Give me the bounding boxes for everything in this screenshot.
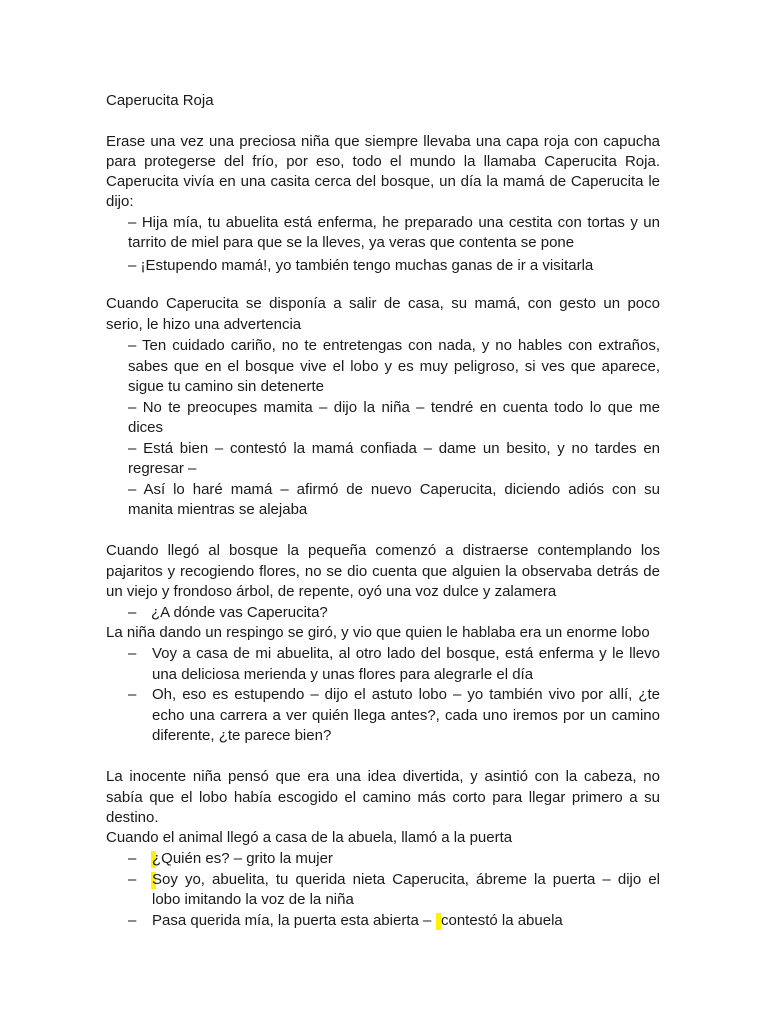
dialogue-line: Pasa querida mía, la puerta esta abierta – bbox=[152, 912, 432, 929]
dialogue-line-end: contestó la abuela bbox=[441, 912, 563, 929]
dialogue-line: sigue tu camino sin detenerte bbox=[128, 378, 324, 395]
paragraph-line: para protegerse del frío, por eso, todo el mundo la llamaba Caperucita Roja. bbox=[106, 153, 660, 170]
paragraph-line: Caperucita vivía en una casita cerca del bosque, un día la mamá de Caperucita le bbox=[106, 173, 660, 190]
dialogue-line: Voy a casa de mi abuelita, al otro lado del bosque, está enferma y le llevo bbox=[152, 645, 660, 662]
paragraph-line: un viejo y frondoso árbol, de repente, oyó una voz dulce y zalamera bbox=[106, 583, 557, 600]
dialogue-line: – Está bien – contestó la mamá confiada – dame un besito, y no tardes en bbox=[128, 440, 660, 457]
list-dash: – bbox=[128, 645, 137, 662]
dialogue-line: lobo imitando la voz de la niña bbox=[152, 891, 354, 908]
dialogue-line: ¿A dónde vas Caperucita? bbox=[151, 604, 328, 621]
dialogue-line: – Ten cuidado cariño, no te entretengas con nada, y no hables con extraños, bbox=[128, 337, 660, 354]
list-dash: – bbox=[128, 604, 137, 621]
dialogue-line: tarrito de miel para que se la lleves, ya veras que contenta se pone bbox=[128, 234, 575, 251]
paragraph-line: Erase una vez una preciosa niña que siempre llevaba una capa roja con capucha bbox=[106, 133, 660, 150]
paragraph-line: destino. bbox=[106, 809, 159, 826]
paragraph-line: serio, le hizo una advertencia bbox=[106, 316, 302, 333]
list-dash: – bbox=[128, 871, 137, 888]
paragraph-line: dijo: bbox=[106, 193, 134, 210]
list-dash: – bbox=[128, 850, 137, 867]
list-dash: – bbox=[128, 686, 137, 703]
dialogue-line: ¿Quién es? – grito la mujer bbox=[152, 850, 333, 867]
paragraph-line: pajaritos y recogiendo flores, no se dio cuenta que alguien la observaba detrás de bbox=[106, 563, 660, 580]
dialogue-line: Soy yo, abuelita, tu querida nieta Caperucita, ábreme la puerta – dijo el bbox=[152, 871, 660, 888]
dialogue-line: dices bbox=[128, 419, 164, 436]
paragraph-line: Cuando Caperucita se disponía a salir de casa, su mamá, con gesto un poco bbox=[106, 295, 660, 312]
dialogue-line: – No te preocupes mamita – dijo la niña – tendré en cuenta todo lo que me bbox=[128, 399, 660, 416]
dialogue-line: regresar – bbox=[128, 460, 197, 477]
dialogue-line: – Así lo haré mamá – afirmó de nuevo Caperucita, diciendo adiós con su bbox=[128, 481, 660, 498]
dialogue-line: Oh, eso es estupendo – dijo el astuto lobo – yo también vivo por allí, ¿te bbox=[152, 686, 660, 703]
dialogue-line: diferente, ¿te parece bien? bbox=[152, 727, 332, 744]
paragraph-line: sabía que el lobo había escogido el camino más corto para llegar primero a su bbox=[106, 789, 660, 806]
dialogue-line: echo una carrera a ver quién llega antes?, cada uno iremos por un camino bbox=[152, 707, 660, 724]
paragraph-line: La niña dando un respingo se giró, y vio que quien le hablaba era un enorme lobo bbox=[106, 624, 650, 641]
list-dash: – bbox=[128, 912, 137, 929]
document-title: Caperucita Roja bbox=[106, 92, 214, 109]
dialogue-line: – Hija mía, tu abuelita está enferma, he preparado una cestita con tortas y un bbox=[128, 214, 660, 231]
dialogue-line: – ¡Estupendo mamá!, yo también tengo muchas ganas de ir a visitarla bbox=[128, 257, 594, 274]
paragraph-line: La inocente niña pensó que era una idea divertida, y asintió con la cabeza, no bbox=[106, 768, 660, 785]
dialogue-line: sabes que en el bosque vive el lobo y es muy peligroso, si ves que aparece, bbox=[128, 358, 660, 375]
dialogue-line: manita mientras se alejaba bbox=[128, 501, 308, 518]
paragraph-line: Cuando el animal llegó a casa de la abuela, llamó a la puerta bbox=[106, 829, 513, 846]
paragraph-line: Cuando llegó al bosque la pequeña comenzó a distraerse contemplando los bbox=[106, 542, 660, 559]
dialogue-line: una deliciosa merienda y unas flores para alegrarle el día bbox=[152, 666, 534, 683]
